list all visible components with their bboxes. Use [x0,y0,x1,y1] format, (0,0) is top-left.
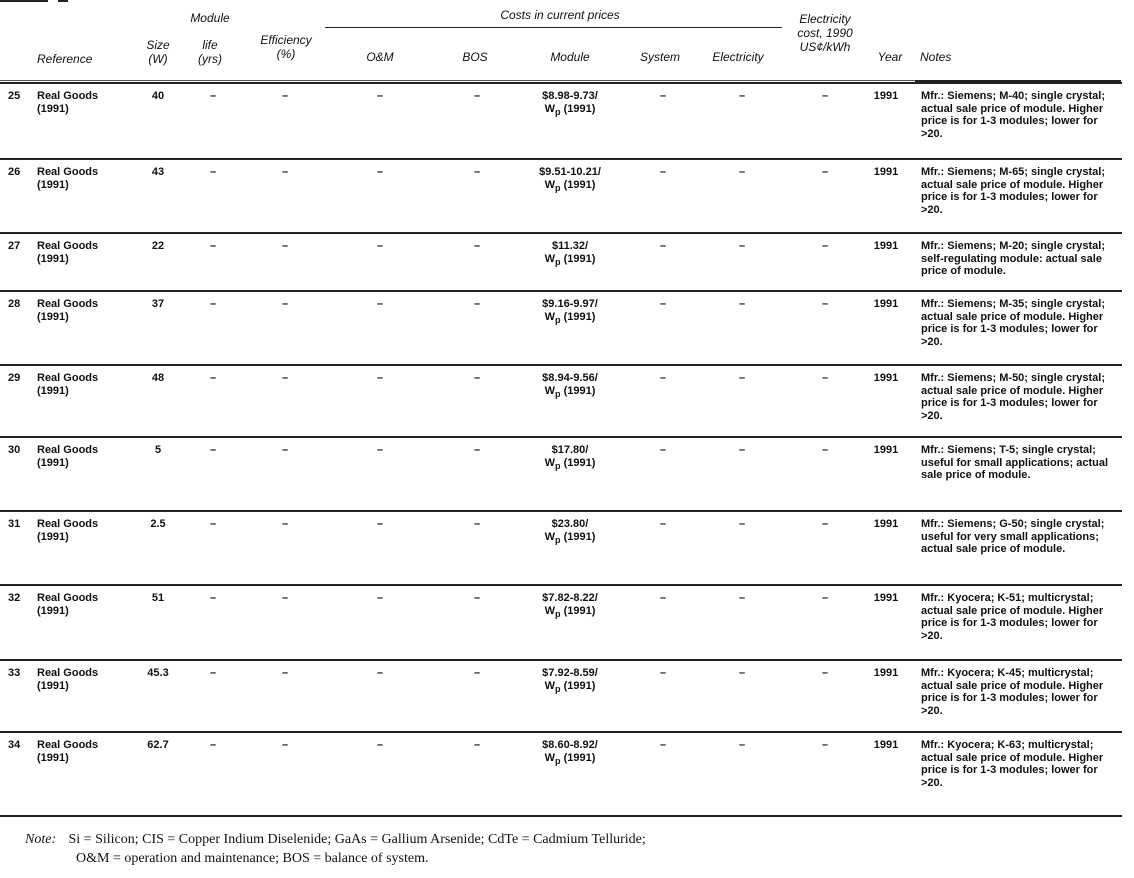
header-notes: Notes [920,50,952,64]
row-module-life: – [209,518,217,530]
header-rule [0,80,915,81]
row-size: 37 [151,298,165,310]
unit-subscript: p [555,256,561,267]
row-size: 62.7 [147,739,169,751]
row-efficiency: – [281,444,289,456]
module-cost-year: (1991) [563,751,596,764]
row-year: 1991 [873,240,899,252]
header-module: Module [550,50,590,64]
row-module-life: – [209,298,217,310]
header-bos: BOS [462,50,488,64]
row-bos-cost: – [473,518,481,530]
unit-w: W [544,456,556,469]
module-cost-unit [515,385,625,401]
row-reference [37,240,127,265]
reference-line: Real Goods [37,444,99,456]
row-electricity-cost-1990: – [821,298,829,310]
unit-w: W [544,530,556,543]
header-electricity-cost-line: cost, 1990 [797,26,853,40]
unit-subscript: p [555,755,561,766]
row-electricity-cost: – [738,298,746,310]
reference-line: (1991) [37,751,69,764]
module-cost-value: $9.16-9.97/ [542,298,598,310]
row-efficiency: – [281,592,289,604]
module-cost-unit [515,752,625,768]
row-bos-cost: – [473,372,481,384]
unit-subscript: p [555,683,561,694]
row-bos-cost: – [473,444,481,456]
row-year: 1991 [873,592,899,604]
row-bos-cost: – [473,667,481,679]
row-efficiency: – [281,372,289,384]
row-om-cost: – [376,667,384,679]
header-om: O&M [366,50,394,64]
row-year: 1991 [873,444,899,456]
header-module-life-line: life [202,38,218,52]
row-system-cost: – [659,739,667,751]
row-size: 51 [151,592,165,604]
row-module-cost [515,592,625,620]
row-number: 34 [8,739,21,751]
table-row [0,82,1122,140]
row-module-cost [515,444,625,472]
row-system-cost: – [659,166,667,178]
row-electricity-cost-1990: – [821,592,829,604]
reference-line: Real Goods [37,298,99,310]
row-year: 1991 [873,298,899,310]
row-module-life: – [209,444,217,456]
header-module-life-line: Module [190,11,230,25]
row-number: 33 [8,667,21,679]
module-cost-year: (1991) [563,384,596,397]
row-module-life: – [209,372,217,384]
row-system-cost: – [659,667,667,679]
reference-line: (1991) [37,384,69,397]
row-notes: Mfr.: Kyocera; K-63; multicrystal; actual sale price of module. Higher price is for 1-3 modules; lower for >20. [921,739,1104,789]
top-rule-fragment [58,0,68,2]
header-efficiency [246,33,326,61]
row-notes: Mfr.: Siemens; M-40; single crystal; actual sale price of module. Higher price is for 1-3 modules; lower for >20. [921,90,1105,140]
row-notes: Mfr.: Kyocera; K-45; multicrystal; actual sale price of module. Higher price is for 1-3 modules; lower for >20. [921,667,1104,717]
module-cost-unit [515,531,625,547]
module-cost-unit [515,457,625,473]
row-module-life: – [209,240,217,252]
row-electricity-cost: – [738,444,746,456]
row-module-life: – [209,592,217,604]
row-reference [37,372,127,397]
row-electricity-cost: – [738,90,746,102]
header-year: Year [877,50,903,64]
module-cost-value: $7.82-8.22/ [542,592,598,604]
table-row [0,232,1122,277]
row-electricity-cost-1990: – [821,444,829,456]
row-module-cost [515,240,625,268]
module-cost-year: (1991) [563,604,596,617]
unit-subscript: p [555,460,561,471]
row-electricity-cost: – [738,240,746,252]
header-electricity-cost-line: Electricity [799,12,851,26]
header-reference: Reference [37,52,93,66]
module-cost-value: $17.80/ [551,444,589,456]
unit-w: W [544,679,556,692]
row-number: 28 [8,298,21,310]
row-electricity-cost: – [738,592,746,604]
row-number: 32 [8,592,21,604]
row-om-cost: – [376,518,384,530]
row-system-cost: – [659,592,667,604]
row-notes: Mfr.: Siemens; G-50; single crystal; useful for very small applications; actual sale price of module. [921,518,1105,555]
table-row [0,510,1122,555]
row-efficiency: – [281,90,289,102]
module-cost-year: (1991) [563,310,596,323]
row-year: 1991 [873,90,899,102]
row-bos-cost: – [473,592,481,604]
row-bos-cost: – [473,240,481,252]
reference-line: Real Goods [37,739,99,751]
row-reference [37,166,127,191]
row-year: 1991 [873,667,899,679]
row-module-cost [515,298,625,326]
reference-line: Real Goods [37,592,99,604]
module-cost-year: (1991) [563,178,596,191]
table-bottom-rule [0,815,1122,817]
module-cost-value: $7.92-8.59/ [542,667,598,679]
module-cost-unit [515,179,625,195]
row-reference [37,298,127,323]
unit-w: W [544,178,556,191]
reference-line: Real Goods [37,518,99,530]
row-module-cost [515,166,625,194]
header-efficiency-line: Efficiency [260,33,312,47]
row-number: 27 [8,240,21,252]
row-size: 5 [154,444,162,456]
row-electricity-cost-1990: – [821,240,829,252]
module-cost-value: $9.51-10.21/ [539,166,601,178]
row-reference [37,444,127,469]
module-cost-year: (1991) [563,102,596,115]
row-reference [37,667,127,692]
row-bos-cost: – [473,90,481,102]
reference-line: (1991) [37,252,69,265]
module-cost-year: (1991) [563,530,596,543]
module-cost-unit [515,103,625,119]
header-electricity-cost [780,12,870,54]
footnote-label: Note: [25,832,57,847]
unit-subscript: p [555,534,561,545]
row-system-cost: – [659,240,667,252]
row-notes: Mfr.: Siemens; M-50; single crystal; actual sale price of module. Higher price is for 1-3 modules; lower for >20. [921,372,1105,422]
unit-w: W [544,102,556,115]
module-cost-value: $8.94-9.56/ [542,372,598,384]
unit-subscript: p [555,182,561,193]
row-size: 40 [151,90,165,102]
reference-line: (1991) [37,679,69,692]
row-module-life: – [209,90,217,102]
reference-line: (1991) [37,604,69,617]
table-row [0,436,1122,481]
row-om-cost: – [376,444,384,456]
reference-line: Real Goods [37,372,99,384]
row-number: 31 [8,518,21,530]
row-efficiency: – [281,240,289,252]
row-number: 29 [8,372,21,384]
header-system: System [639,50,680,64]
row-number: 30 [8,444,21,456]
row-om-cost: – [376,240,384,252]
row-size: 48 [151,372,165,384]
row-module-cost [515,372,625,400]
unit-subscript: p [555,314,561,325]
row-electricity-cost-1990: – [821,667,829,679]
row-system-cost: – [659,90,667,102]
row-system-cost: – [659,518,667,530]
module-cost-unit [515,680,625,696]
reference-line: (1991) [37,102,69,115]
row-system-cost: – [659,372,667,384]
unit-w: W [544,751,556,764]
row-electricity-cost-1990: – [821,90,829,102]
table-row [0,158,1122,216]
unit-w: W [544,310,556,323]
reference-line: Real Goods [37,667,99,679]
module-cost-unit [515,253,625,269]
module-cost-value: $23.80/ [551,518,589,530]
row-year: 1991 [873,372,899,384]
row-electricity-cost: – [738,372,746,384]
row-notes: Mfr.: Siemens; M-20; single crystal; self-regulating module: actual sale price of module. [921,240,1105,277]
table-row [0,364,1122,422]
module-cost-unit [515,311,625,327]
header-module-life-line: (yrs) [198,52,222,66]
row-system-cost: – [659,444,667,456]
reference-line: (1991) [37,178,69,191]
module-cost-value: $11.32/ [551,240,589,252]
row-electricity-cost-1990: – [821,739,829,751]
row-reference [37,90,127,115]
reference-line: (1991) [37,530,69,543]
unit-w: W [544,604,556,617]
row-year: 1991 [873,166,899,178]
module-cost-year: (1991) [563,252,596,265]
row-electricity-cost: – [738,667,746,679]
header-costs-group: Costs in current prices [500,8,620,22]
footnote-line: Si = Silicon; CIS = Copper Indium Diselenide; GaAs = Gallium Arsenide; CdTe = Cadmium Telluride; [68,832,646,847]
header-size [140,38,176,66]
module-cost-value: $8.60-8.92/ [542,739,598,751]
row-system-cost: – [659,298,667,310]
row-bos-cost: – [473,298,481,310]
row-efficiency: – [281,298,289,310]
header-size-line: (W) [148,52,168,66]
row-reference [37,739,127,764]
row-number: 26 [8,166,21,178]
row-electricity-cost: – [738,518,746,530]
row-efficiency: – [281,739,289,751]
row-electricity-cost-1990: – [821,518,829,530]
row-om-cost: – [376,739,384,751]
reference-line: (1991) [37,310,69,323]
row-electricity-cost-1990: – [821,166,829,178]
row-efficiency: – [281,166,289,178]
row-size: 2.5 [150,518,166,530]
row-module-cost [515,667,625,695]
module-cost-value: $8.98-9.73/ [542,90,598,102]
header-electricity: Electricity [712,50,764,64]
header-electricity-cost-line: US¢/kWh [799,40,851,54]
row-reference [37,518,127,543]
reference-line: Real Goods [37,90,99,102]
unit-subscript: p [555,608,561,619]
header-size-line: Size [146,38,170,52]
module-cost-year: (1991) [563,679,596,692]
table-row [0,731,1122,789]
row-module-life: – [209,739,217,751]
row-om-cost: – [376,166,384,178]
row-year: 1991 [873,739,899,751]
row-notes: Mfr.: Siemens; M-65; single crystal; actual sale price of module. Higher price is for 1-3 modules; lower for >20. [921,166,1105,216]
module-cost-unit [515,605,625,621]
reference-line: Real Goods [37,240,99,252]
row-om-cost: – [376,298,384,310]
unit-w: W [544,384,556,397]
row-bos-cost: – [473,739,481,751]
unit-subscript: p [555,106,561,117]
costs-group-rule [325,27,782,28]
table-row [0,659,1122,717]
row-electricity-cost: – [738,739,746,751]
row-efficiency: – [281,518,289,530]
row-bos-cost: – [473,166,481,178]
row-notes: Mfr.: Siemens; T-5; single crystal; useful for small applications; actual sale price of module. [921,444,1109,481]
row-module-cost [515,90,625,118]
reference-line: Real Goods [37,166,99,178]
top-rule-fragment [0,0,48,2]
row-size: 43 [151,166,165,178]
row-size: 22 [151,240,165,252]
row-om-cost: – [376,372,384,384]
row-module-cost [515,739,625,767]
row-om-cost: – [376,592,384,604]
row-om-cost: – [376,90,384,102]
row-module-life: – [209,166,217,178]
row-module-life: – [209,667,217,679]
unit-subscript: p [555,388,561,399]
row-notes: Mfr.: Siemens; M-35; single crystal; actual sale price of module. Higher price is for 1-3 modules; lower for >20. [921,298,1105,348]
row-efficiency: – [281,667,289,679]
reference-line: (1991) [37,456,69,469]
module-cost-year: (1991) [563,456,596,469]
row-electricity-cost-1990: – [821,372,829,384]
unit-w: W [544,252,556,265]
row-module-cost [515,518,625,546]
table-row [0,290,1122,348]
table-footnote [25,830,646,868]
header-efficiency-line: (%) [276,47,296,61]
row-notes: Mfr.: Kyocera; K-51; multicrystal; actual sale price of module. Higher price is for 1-3 modules; lower for >20. [921,592,1104,642]
row-reference [37,592,127,617]
footnote-line: O&M = operation and maintenance; BOS = balance of system. [76,851,429,866]
table-row [0,584,1122,642]
row-electricity-cost: – [738,166,746,178]
row-year: 1991 [873,518,899,530]
row-number: 25 [8,90,21,102]
header-module-life [180,11,240,66]
row-size: 45.3 [147,667,169,679]
